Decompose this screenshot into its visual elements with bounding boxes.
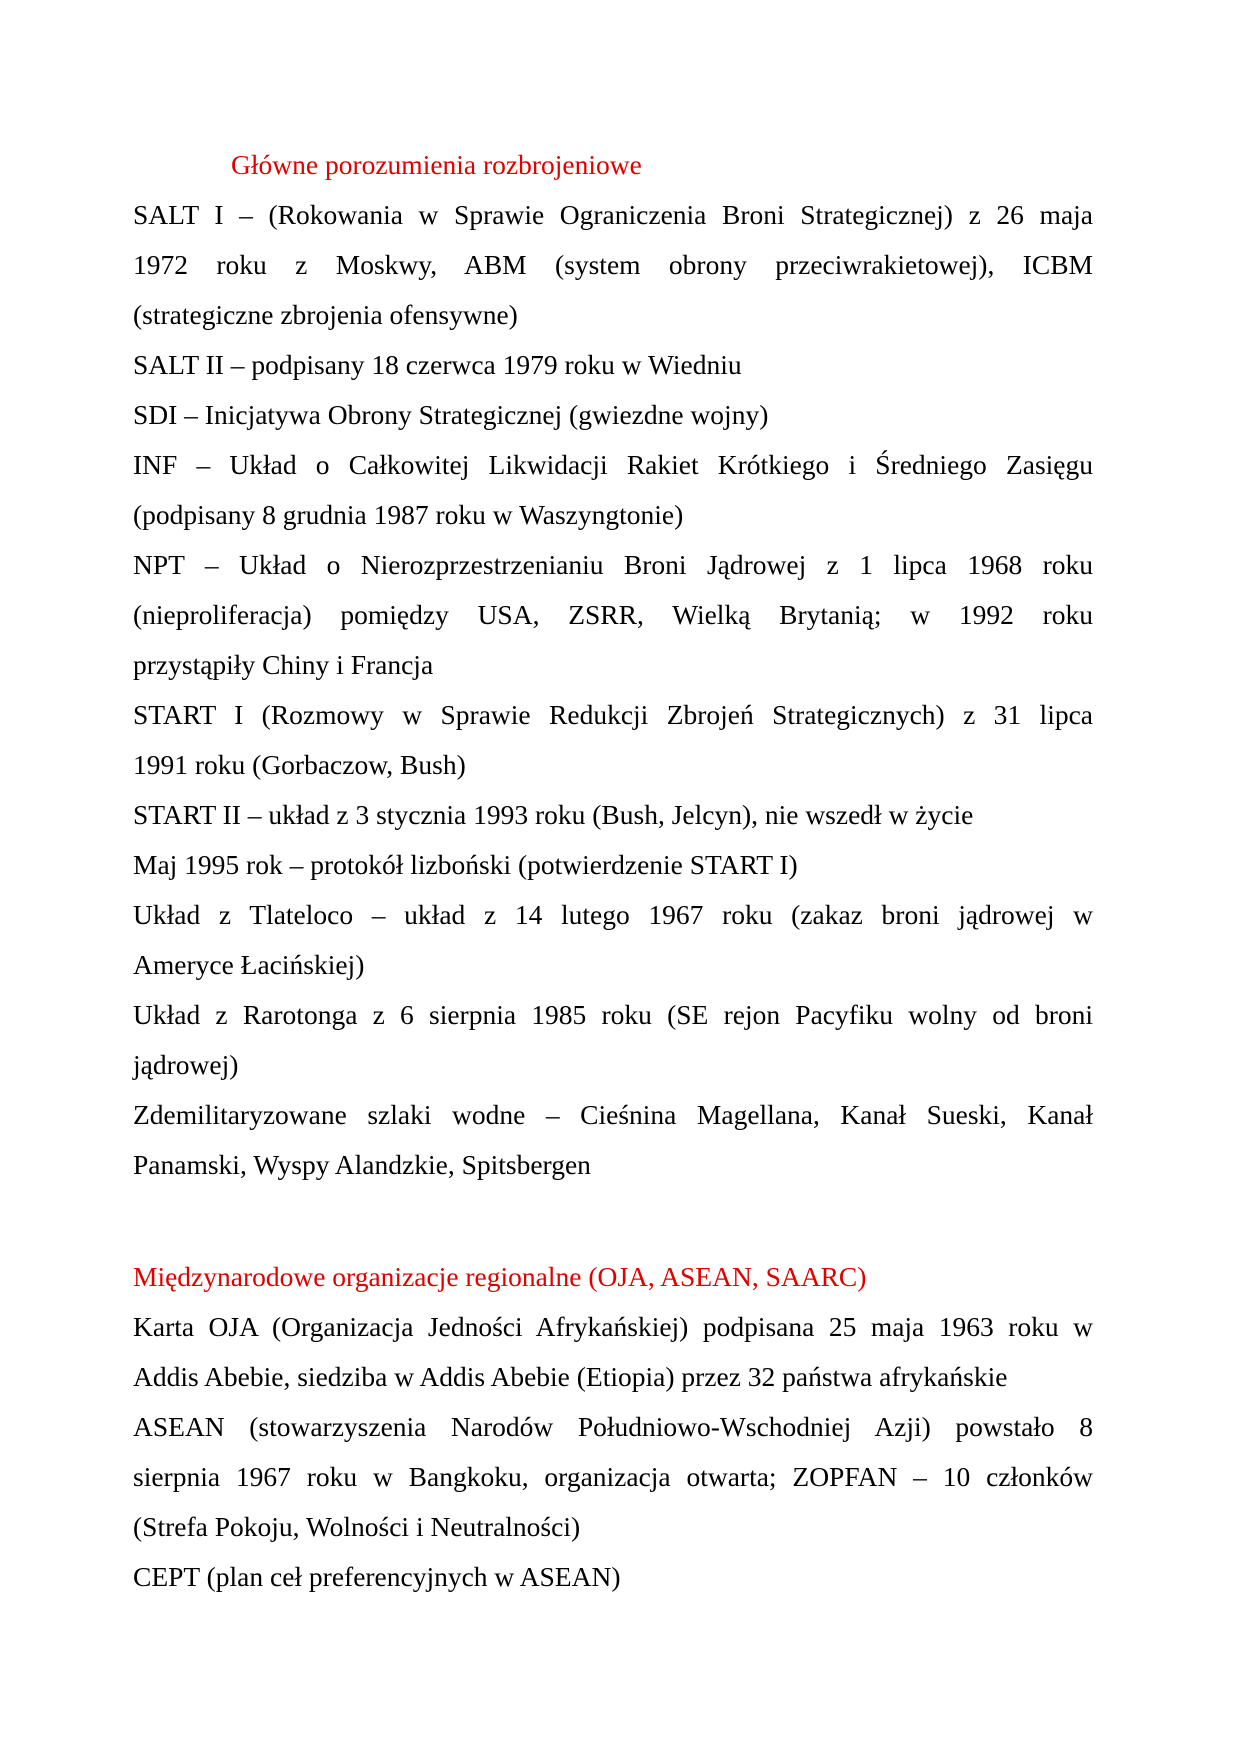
section1-heading: Główne porozumienia rozbrojeniowe <box>231 149 642 180</box>
text-line: SDI – Inicjatywa Obrony Strategicznej (gwiezdne wojny) <box>133 399 769 430</box>
section-regional-organizations <box>133 1252 1093 1602</box>
text-line: CEPT (plan ceł preferencyjnych w ASEAN) <box>133 1561 621 1592</box>
text-line: ASEAN (stowarzyszenia Narodów Południowo-Wschodniej Azji) powstało 8 <box>133 1411 1093 1442</box>
text-line: INF – Układ o Całkowitej Likwidacji Rakiet Krótkiego i Średniego Zasięgu <box>133 449 1093 480</box>
text-line: Addis Abebie, siedziba w Addis Abebie (Etiopia) przez 32 państwa afrykańskie <box>133 1361 1008 1392</box>
text-line: START II – układ z 3 stycznia 1993 roku (Bush, Jelcyn), nie wszedł w życie <box>133 799 974 830</box>
text-line: START I (Rozmowy w Sprawie Redukcji Zbrojeń Strategicznych) z 31 lipca <box>133 699 1093 730</box>
text-line: przystąpiły Chiny i Francja <box>133 649 434 680</box>
text-line: (strategiczne zbrojenia ofensywne) <box>133 299 518 330</box>
text-line: (nieproliferacja) pomiędzy USA, ZSRR, Wielką Brytanią; w 1992 roku <box>133 599 1093 630</box>
text-line: SALT II – podpisany 18 czerwca 1979 roku w Wiedniu <box>133 349 742 380</box>
text-line: Maj 1995 rok – protokół lizboński (potwierdzenie START I) <box>133 849 798 880</box>
entry-tlateloco <box>133 890 1093 990</box>
text-line: 1972 roku z Moskwy, ABM (system obrony przeciwrakietowej), ICBM <box>133 249 1093 280</box>
text-line: Układ z Rarotonga z 6 sierpnia 1985 roku (SE rejon Pacyfiku wolny od broni <box>133 999 1093 1030</box>
text-line: Ameryce Łacińskiej) <box>133 949 365 980</box>
entry-start-ii <box>133 790 1093 840</box>
entry-salt-ii <box>133 340 1093 390</box>
text-line: jądrowej) <box>133 1049 239 1080</box>
entry-asean <box>133 1402 1093 1552</box>
text-line: Zdemilitaryzowane szlaki wodne – Cieśnina Magellana, Kanał Sueski, Kanał <box>133 1099 1093 1130</box>
entry-lisbon-protocol <box>133 840 1093 890</box>
text-line: sierpnia 1967 roku w Bangkoku, organizacja otwarta; ZOPFAN – 10 członków <box>133 1461 1093 1492</box>
text-line: Karta OJA (Organizacja Jedności Afrykańskiej) podpisana 25 maja 1963 roku w <box>133 1311 1093 1342</box>
entry-npt <box>133 540 1093 690</box>
entry-cept <box>133 1552 1093 1602</box>
section-disarmament-agreements <box>133 140 1093 1190</box>
entry-salt-i <box>133 190 1093 340</box>
entry-start-i <box>133 690 1093 790</box>
text-line: NPT – Układ o Nierozprzestrzenianiu Broni Jądrowej z 1 lipca 1968 roku <box>133 549 1093 580</box>
text-line: Panamski, Wyspy Alandzkie, Spitsbergen <box>133 1149 591 1180</box>
section2-heading: Międzynarodowe organizacje regionalne (OJA, ASEAN, SAARC) <box>133 1261 867 1292</box>
entry-demilitarized-waterways <box>133 1090 1093 1190</box>
text-line: (podpisany 8 grudnia 1987 roku w Waszyngtonie) <box>133 499 684 530</box>
entry-inf <box>133 440 1093 540</box>
text-line: (Strefa Pokoju, Wolności i Neutralności) <box>133 1511 581 1542</box>
entry-karta-oja <box>133 1302 1093 1402</box>
entry-rarotonga <box>133 990 1093 1090</box>
text-line: Układ z Tlateloco – układ z 14 lutego 1967 roku (zakaz broni jądrowej w <box>133 899 1093 930</box>
text-line: SALT I – (Rokowania w Sprawie Ograniczenia Broni Strategicznej) z 26 maja <box>133 199 1093 230</box>
text-line: 1991 roku (Gorbaczow, Bush) <box>133 749 466 780</box>
entry-sdi <box>133 390 1093 440</box>
